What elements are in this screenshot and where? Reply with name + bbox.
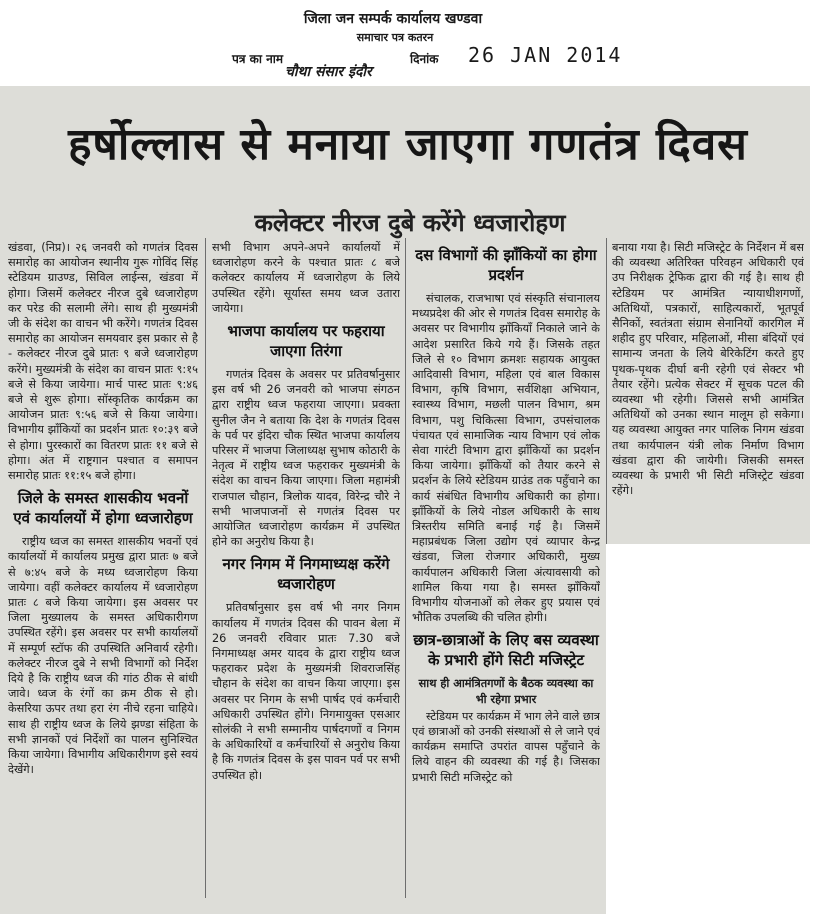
- paragraph: संचालक, राजभाषा एवं संस्कृति संचानालय मध्यप्रदेश की ओर से गणतंत्र दिवस समारोह के अवसर पर विभागीय झाँकियाँ निकाले जाने के आदेश प्रसारित किये गये हैं। जिसके तहत जिले से १० विभाग क्रमशः सहायक आयुक्त आदिवासी विभाग, महिला एवं बाल विकास विभाग, कृषि विभाग, सर्वशिक्षा अभियान, स्वास्थ्य विभाग, मछली पालन विभाग, श्रम विभाग, पशु चिकित्सा विभाग, उपसंचालक पंचायत एवं सामाजिक न्याय विभाग एवं लोक सेवा गारंटी विभाग द्वारा झाँकियों का प्रदर्शन किया जायेगा। झाँकियों को तैयार करने से प्रदर्शन के लिये स्टेडियम ग्राउंड तक पहुँचाने का कार्य संबंधित विभागीय अधिकारी का होगा। झाँकियों के लिये नोडल अधिकारी के साथ त्रिस्तरीय समिति बनाई गई है। जिसमें महाप्रबंधक जिला उद्योग एवं व्यापार केन्द्र खंडवा, जिला रोजगार अधिकारी, मुख्य कार्यपालन अधिकारी जिला अंत्यावसायी को शामिल किया गया है। समस्त झाँकियाँ विभागीय योजनाओं को लेकर हुए प्रयास एवं भौतिक उपलब्धि की चलित होगी।: [412, 292, 600, 625]
- section-heading: जिले के समस्त शासकीय भवनों एवं कार्यालयों में होगा ध्वजारोहण: [13, 489, 193, 528]
- stamp-paper-label: पत्र का नाम: [232, 52, 284, 66]
- section-heading: नगर निगम में निगमाध्यक्ष करेंगे ध्वजारोहण: [222, 555, 390, 594]
- column-4: [612, 240, 804, 540]
- paragraph: सभी विभाग अपने-अपने कार्यालयों में ध्वजारोहण करने के पश्चात प्रातः ८ बजे कलेक्टर कार्यालय में ध्वजारोहण के लिये उपस्थित रहेंगे। सूर्यास्त समय ध्वज उतारा जायेगा।: [212, 241, 400, 315]
- clipping-blank-corner: [606, 544, 814, 914]
- stamp-date-label: दिनांक: [410, 52, 439, 66]
- section-heading: छात्र-छात्राओं के लिए बस व्यवस्था के प्रभारी होंगे सिटी मजिस्ट्रेट: [413, 631, 599, 670]
- stamp-date: 26 JAN 2014: [468, 43, 623, 67]
- paragraph: गणतंत्र दिवस के अवसर पर प्रतिवर्षानुसार इस वर्ष भी 26 जनवरी को भाजपा संगठन द्वारा राष्ट्रीय ध्वज फहराया जाएगा। प्रवक्ता सुनील जैन ने बताया कि देश के गणतंत्र दिवस के पर्व पर इंदिरा चौक स्थित भाजपा कार्यालय परिसर में भाजपा जिलाध्यक्ष सुभाष कोठारी के नेतृत्व में राष्ट्रीय ध्वज फहराकर मुख्यमंत्री के संदेश का वाचन किया जाएगा। जिला महामंत्री राजपाल चौहान, त्रिलोक यादव, विरेन्द्र चौरे ने सभी भाजपाजनों से गणतंत्र दिवस पर आयोजित ध्वजारोहण कार्यक्रम में उपस्थित होने का अनुरोध किया है।: [212, 368, 400, 549]
- paragraph: स्टेडियम पर कार्यक्रम में भाग लेने वाले छात्र एवं छात्राओं को उनकी संस्थाओं से ले जाने एवं कार्यक्रम समाप्ति उपरांत वापस पहुँचाने के लिये वाहन की व्यवस्था की गई है। जिसका प्रभारी सिटी मजिस्ट्रेट को: [412, 709, 600, 784]
- column-1: [8, 240, 198, 900]
- column-divider: [205, 238, 206, 898]
- section-heading: भाजपा कार्यालय पर फहराया जाएगा तिरंगा: [227, 322, 385, 361]
- article-headline: हर्षोल्लास से मनाया जाएगा गणतंत्र दिवस: [68, 119, 748, 170]
- paragraph: प्रतिवर्षानुसार इस वर्ष भी नगर निगम कार्यालय में गणतंत्र दिवस की पावन बेला में 26 जनवरी रविवार प्रातः 7.30 बजे निगमाध्यक्ष अमर यादव के द्वारा राष्ट्रीय ध्वज फहराकर प्रदेश के मुख्यमंत्री शिवराजसिंह चौहान के संदेश का वाचन किया जाएगा। इस अवसर पर निगम के सभी पार्षद एवं कर्मचारी अधिकारी उपस्थित होंगे। निगमायुक्त एसआर सोलंकी ने सभी सम्मानीय पार्षदगणों व निगम के अधिकारियों व कर्मचारियों से अनुरोध किया है कि गणतंत्र दिवस के इस पावन पर्व पर सभी उपस्थित हो।: [212, 601, 400, 782]
- paragraph: बनाया गया है। सिटी मजिस्ट्रेट के निर्देशन में बस की व्यवस्था अतिरिक्त परिवहन अधिकारी एवं उप निरीक्षक ट्रेफिक द्वारा की गई है। साथ ही स्टेडियम पर आमंत्रित न्यायाधीशगणों, अतिथियों, पत्रकारों, साहित्यकारों, भूतपूर्व सैनिकों, स्वतंत्रता संग्राम सेनानियों कारगिल में शहीद हुए परिवार, महिलाओं, मीसा बंदियों एवं सामान्य जनता के लिये बेरिकेटिंग करते हुए पृथक-पृथक दीर्घा बनी रहेगी एवं सेक्टर भी तैयार रहेंगे। प्रत्येक सेक्टर में सूचक पटल की व्यवस्था भी रहेगी। जिससे सभी आमंत्रित अतिथियों को उनका स्थान मालूम हो सकेगा। यह व्यवस्था आयुक्त नगर पालिक निगम खंडवा तथा कार्यपालन यंत्री लोक निर्माण विभाग खंडवा द्वारा की जायेगी। जिसकी समस्त व्यवस्था के प्रभारी भी सिटी मजिस्ट्रेट खंडवा रहेंगे।: [612, 241, 804, 498]
- paragraph: राष्ट्रीय ध्वज का समस्त शासकीय भवनों एवं कार्यालयों में कार्यालय प्रमुख द्वारा प्रातः ७ बजे से ७:४५ बजे के मध्य ध्वजारोहण किया जायेगा। वहीं कलेक्टर कार्यालय में ध्वजारोहण प्रातः ८ बजे किया जायेगा। इस अवसर पर जिला मुख्यालय के समस्त अधिकारीगण उपस्थित रहेंगे। इस अवसर पर सभी कार्यालयों में सम्पूर्ण स्टॉफ की उपस्थिति अनिवार्य रहेगी। कलेक्टर नीरज दुबे ने सभी विभागों को निर्देश दिये है कि राष्ट्रीय ध्वज की गांठ ठीक से बांधी जावे। ध्वज के रंगों का क्रम ठीक से हो। केसरिया ऊपर तथा हरा रंग नीचे रहना चाहिये। साथ ही राष्ट्रीय ध्वज के लिये झण्डा संहिता के सभी ज्ञानकों एवं निर्देशों का पालन सुनिश्चित किया जायेगा। विभागीय अधिकारीगण इसे स्वयं देखेंगे।: [8, 535, 198, 777]
- section-subheading: साथ ही आमंत्रितगणों के बैठक व्यवस्था का भी रहेगा प्रभार: [418, 677, 594, 706]
- column-3: [412, 240, 600, 900]
- section-heading: दस विभागों की झाँकियों का होगा प्रदर्शन: [415, 246, 597, 284]
- stamp-cutting-label: समाचार पत्र कतरन: [356, 31, 434, 44]
- paragraph: खंडवा, (निप्र)। २६ जनवरी को गणतंत्र दिवस समारोह का आयोजन स्थानीय गुरू गोविंद सिंह स्टेडियम ग्राउण्ड, सिविल लाईन्स, खंडवा में होगा। जिसमें कलेक्टर नीरज दुबे ध्वजारोहण कर परेड की सलामी लेंगे। साथ ही मुख्यमंत्री जी के संदेश का वाचन भी करेंगे। गणतंत्र दिवस समारोह का आयोजन समयवार इस प्रकार से है - कलेक्टर नीरज दुबे प्रातः ९ बजे ध्वजारोहण करेंगे। मुख्यमंत्री के संदेश का वाचन प्रातः ९:१५ बजे से किया जायेगा। मार्च पास्ट प्रातः ९:४६ बजे से शुरू होगा। सॉस्कृतिक कार्यक्रम का आयोजन प्रातः ९:५६ बजे से किया जायेगा। विभागीय झाँकियों का प्रदर्शन प्रातः १०:३९ बजे से होगा। पुरस्कारों का वितरण प्रातः ११ बजे से होगा। अंत में राष्ट्रगान पश्चात व समापन समारोह प्रातः ११:१५ बजे होगा।: [8, 241, 198, 483]
- stamp-office-name: जिला जन सम्पर्क कार्यालय खण्डवा: [303, 11, 483, 27]
- stamp-paper-name: चौथा संसार इंदौर: [285, 64, 372, 80]
- column-2: [212, 240, 400, 900]
- article-subheadline: कलेक्टर नीरज दुबे करेंगे ध्वजारोहण: [254, 209, 566, 237]
- clipping-stamp: [0, 0, 814, 88]
- column-divider: [405, 238, 406, 898]
- column-divider: [606, 238, 607, 544]
